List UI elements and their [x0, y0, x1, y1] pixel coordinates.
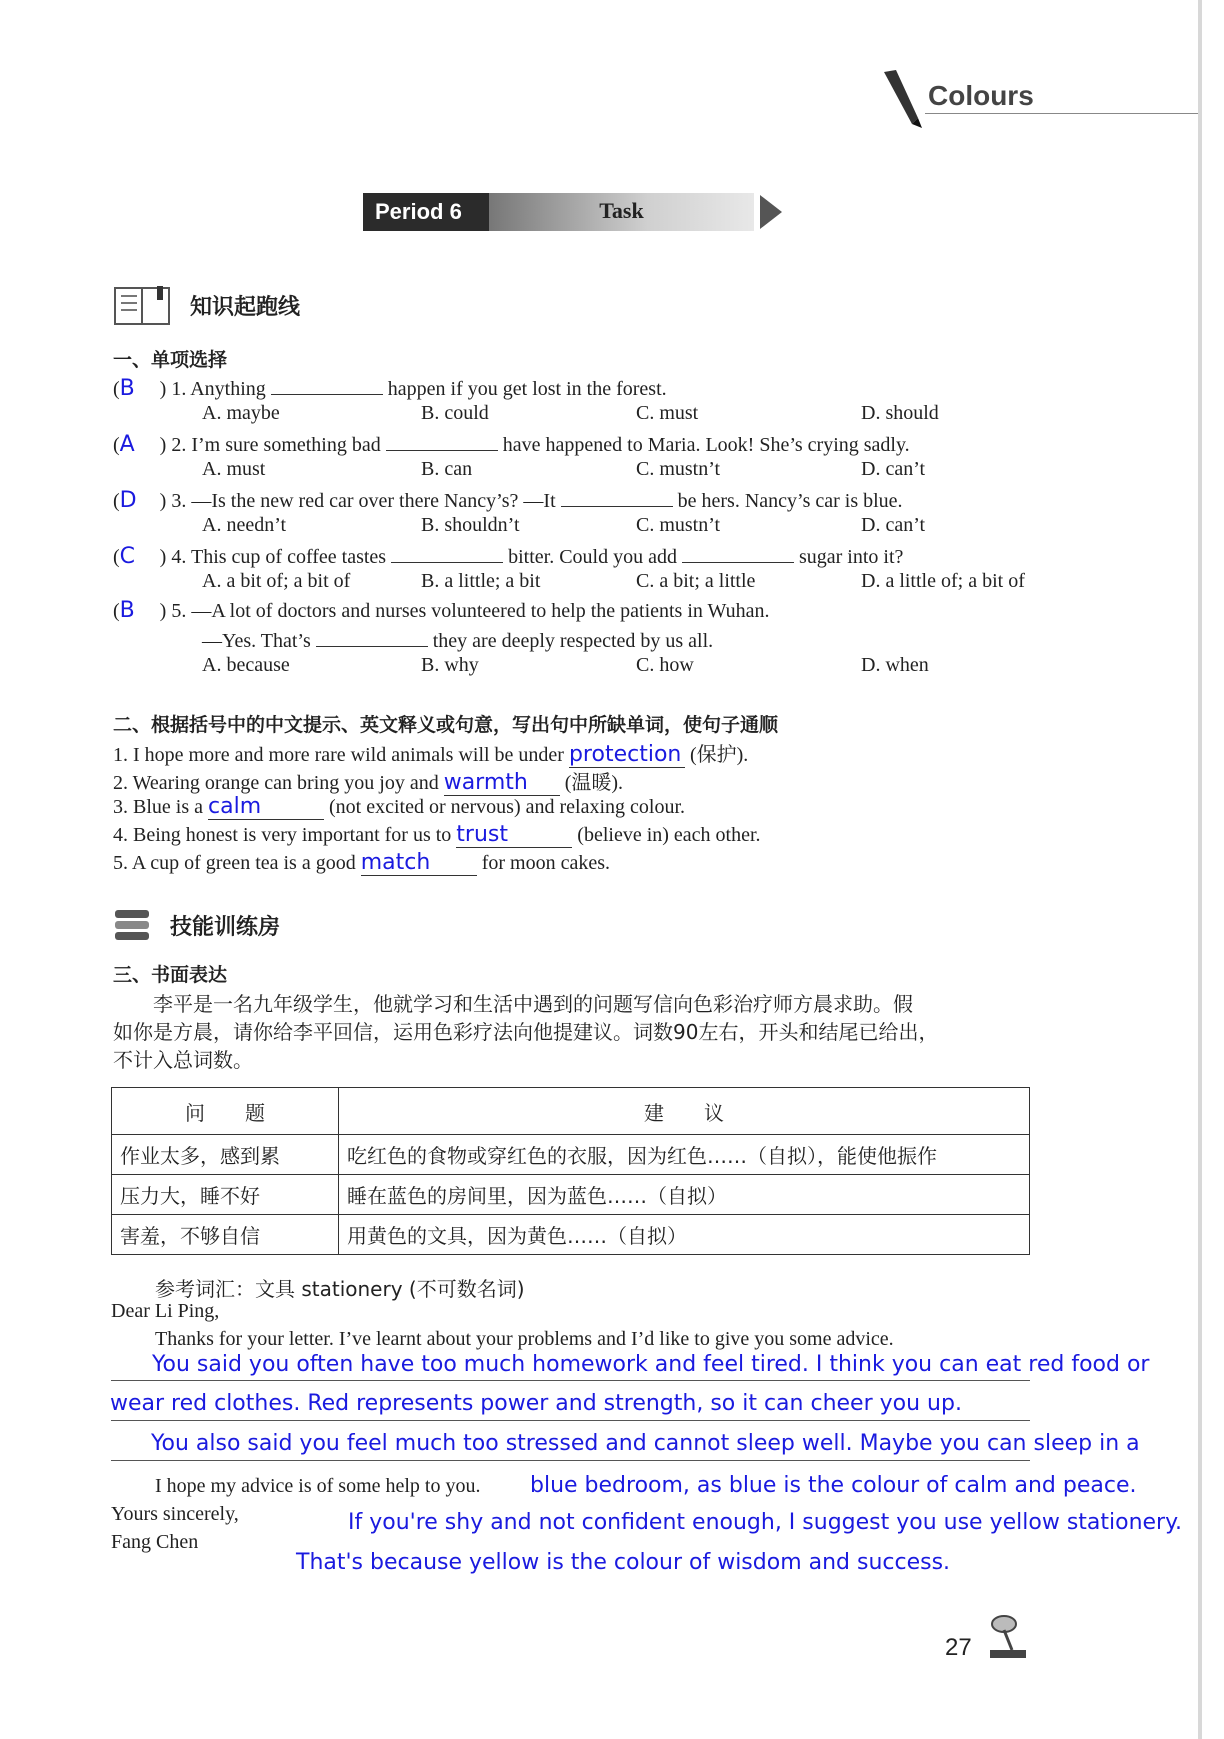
mcq-3-option: D. can’t — [861, 514, 926, 536]
prompt-line: 李平是一名九年级学生，他就学习和生活中遇到的问题写信向色彩治疗师方晨求助。假 — [153, 992, 913, 1016]
mcq-2-option: C. mustn’t — [636, 458, 721, 480]
section-title-skills: 技能训练房 — [170, 915, 281, 940]
period-label: Period 6 — [363, 193, 489, 231]
mcq-2: (A ) 2. I’m sure something bad have happened to Maria. Look! She’s crying sadly. — [113, 432, 910, 457]
arrow-icon — [760, 195, 782, 229]
handwritten-line: You also said you feel much too stressed and cannot sleep well. Maybe you can sleep in a — [151, 1431, 1140, 1456]
fill-answer-3: calm — [208, 794, 324, 820]
table-cell: 压力大，睡不好 — [112, 1175, 339, 1215]
letter-closing: I hope my advice is of some help to you. — [155, 1475, 481, 1497]
suggestion-table — [111, 1087, 1030, 1255]
mcq-3-option: C. mustn’t — [636, 514, 721, 536]
period-banner — [363, 193, 779, 231]
fill-answer-4: trust — [456, 822, 572, 848]
fill-answer-1: protection — [569, 742, 685, 768]
table-row — [112, 1175, 1030, 1215]
table-header-problem: 问 题 — [112, 1088, 339, 1135]
mcq-5: (B ) 5. —A lot of doctors and nurses volunteered to help the patients in Wuhan. — [113, 598, 770, 623]
writing-line — [111, 1420, 1030, 1421]
mcq-1-option: B. could — [421, 402, 489, 424]
handwritten-line: You said you often have too much homework and feel tired. I think you can eat red food or — [152, 1352, 1150, 1377]
mcq-4-option: A. a bit of; a bit of — [202, 570, 351, 592]
mcq-3-option: A. needn’t — [202, 514, 287, 536]
table-cell: 睡在蓝色的房间里，因为蓝色……（自拟） — [339, 1175, 1030, 1215]
table-header-advice: 建 议 — [339, 1088, 1030, 1135]
vocab-hint: 参考词汇：文具 stationery (不可数名词) — [155, 1277, 525, 1301]
part1-title: 一、单项选择 — [113, 349, 228, 371]
table-cell: 害羞，不够自信 — [112, 1215, 339, 1255]
mcq-5-line2: —Yes. That’s they are deeply respected by us all. — [202, 626, 713, 653]
mcq-2-option: B. can — [421, 458, 473, 480]
letter-signoff: Yours sincerely, — [111, 1503, 239, 1525]
writing-line — [111, 1380, 1030, 1381]
fill-item-2: 2. Wearing orange can bring you joy and warmth (温暖). — [113, 770, 624, 795]
mcq-3: (D ) 3. —Is the new red car over there Nancy’s? —It be hers. Nancy’s car is blue. — [113, 488, 903, 513]
mcq-5-option: D. when — [861, 654, 929, 676]
mcq-5-option: C. how — [636, 654, 694, 676]
mcq-3-option: B. shouldn’t — [421, 514, 520, 536]
page-number: 27 — [945, 1634, 972, 1661]
mcq-1-option: C. must — [636, 402, 699, 424]
header-rule — [925, 113, 1198, 114]
fill-answer-5: match — [361, 850, 477, 876]
fill-item-3: 3. Blue is a calm (not excited or nervous) and relaxing colour. — [113, 794, 685, 819]
mcq-5-option: B. why — [421, 654, 479, 676]
pen-nib-icon — [878, 68, 924, 130]
mcq-1: (B ) 1. Anything happen if you get lost in the forest. — [113, 376, 667, 401]
mcq-3-answer: D — [119, 488, 137, 513]
fill-answer-2: warmth — [444, 770, 560, 796]
section-title-knowledge: 知识起跑线 — [190, 295, 301, 320]
book-icon — [113, 284, 173, 328]
handwritten-line: wear red clothes. Red represents power and strength, so it can cheer you up. — [110, 1391, 962, 1416]
mcq-4-option: D. a little of; a bit of — [861, 570, 1025, 592]
letter-signature: Fang Chen — [111, 1531, 199, 1553]
mcq-4: (C ) 4. This cup of coffee tastes bitter. Could you add sugar into it? — [113, 544, 904, 569]
desk-lamp-icon — [982, 1612, 1032, 1662]
mcq-1-option: A. maybe — [202, 402, 280, 424]
layers-icon — [113, 906, 153, 942]
mcq-2-option: D. can’t — [861, 458, 926, 480]
mcq-1-answer: B — [119, 376, 135, 401]
prompt-line: 如你是方晨，请你给李平回信，运用色彩疗法向他提建议。词数90左右，开头和结尾已给出， — [113, 1020, 939, 1044]
mcq-4-option: C. a bit; a little — [636, 570, 756, 592]
mcq-5-answer: B — [119, 598, 135, 623]
letter-greeting: Dear Li Ping, — [111, 1300, 220, 1322]
handwritten-line: That's because yellow is the colour of wisdom and success. — [296, 1550, 951, 1575]
prompt-line: 不计入总词数。 — [113, 1048, 253, 1072]
mcq-1-option: D. should — [861, 402, 939, 424]
table-cell: 用黄色的文具，因为黄色……（自拟） — [339, 1215, 1030, 1255]
mcq-4-answer: C — [119, 544, 136, 569]
table-row — [112, 1135, 1030, 1175]
table-header-row — [112, 1088, 1030, 1135]
letter-opening: Thanks for your letter. I’ve learnt about your problems and I’d like to give you some advice. — [155, 1328, 894, 1350]
mcq-2-option: A. must — [202, 458, 266, 480]
chapter-title: Colours — [928, 80, 1034, 111]
fill-item-4: 4. Being honest is very important for us to trust (believe in) each other. — [113, 822, 761, 847]
fill-item-5: 5. A cup of green tea is a good match for moon cakes. — [113, 850, 611, 875]
mcq-5-option: A. because — [202, 654, 290, 676]
table-row — [112, 1215, 1030, 1255]
part3-title: 三、书面表达 — [113, 964, 228, 986]
table-cell: 吃红色的食物或穿红色的衣服，因为红色……（自拟），能使他振作 — [339, 1135, 1030, 1175]
period-topic: Task — [489, 193, 754, 231]
mcq-4-option: B. a little; a bit — [421, 570, 541, 592]
handwritten-line: blue bedroom, as blue is the colour of calm and peace. — [530, 1473, 1137, 1498]
page-edge — [1198, 0, 1202, 1739]
part2-title: 二、根据括号中的中文提示、英文释义或句意，写出句中所缺单词，使句子通顺 — [113, 714, 779, 736]
handwritten-line: If you're shy and not confident enough, I suggest you use yellow stationery. — [348, 1510, 1182, 1535]
mcq-2-answer: A — [119, 432, 135, 457]
fill-item-1: 1. I hope more and more rare wild animals will be under protection (保护). — [113, 742, 749, 767]
writing-line — [111, 1460, 1030, 1461]
table-cell: 作业太多，感到累 — [112, 1135, 339, 1175]
